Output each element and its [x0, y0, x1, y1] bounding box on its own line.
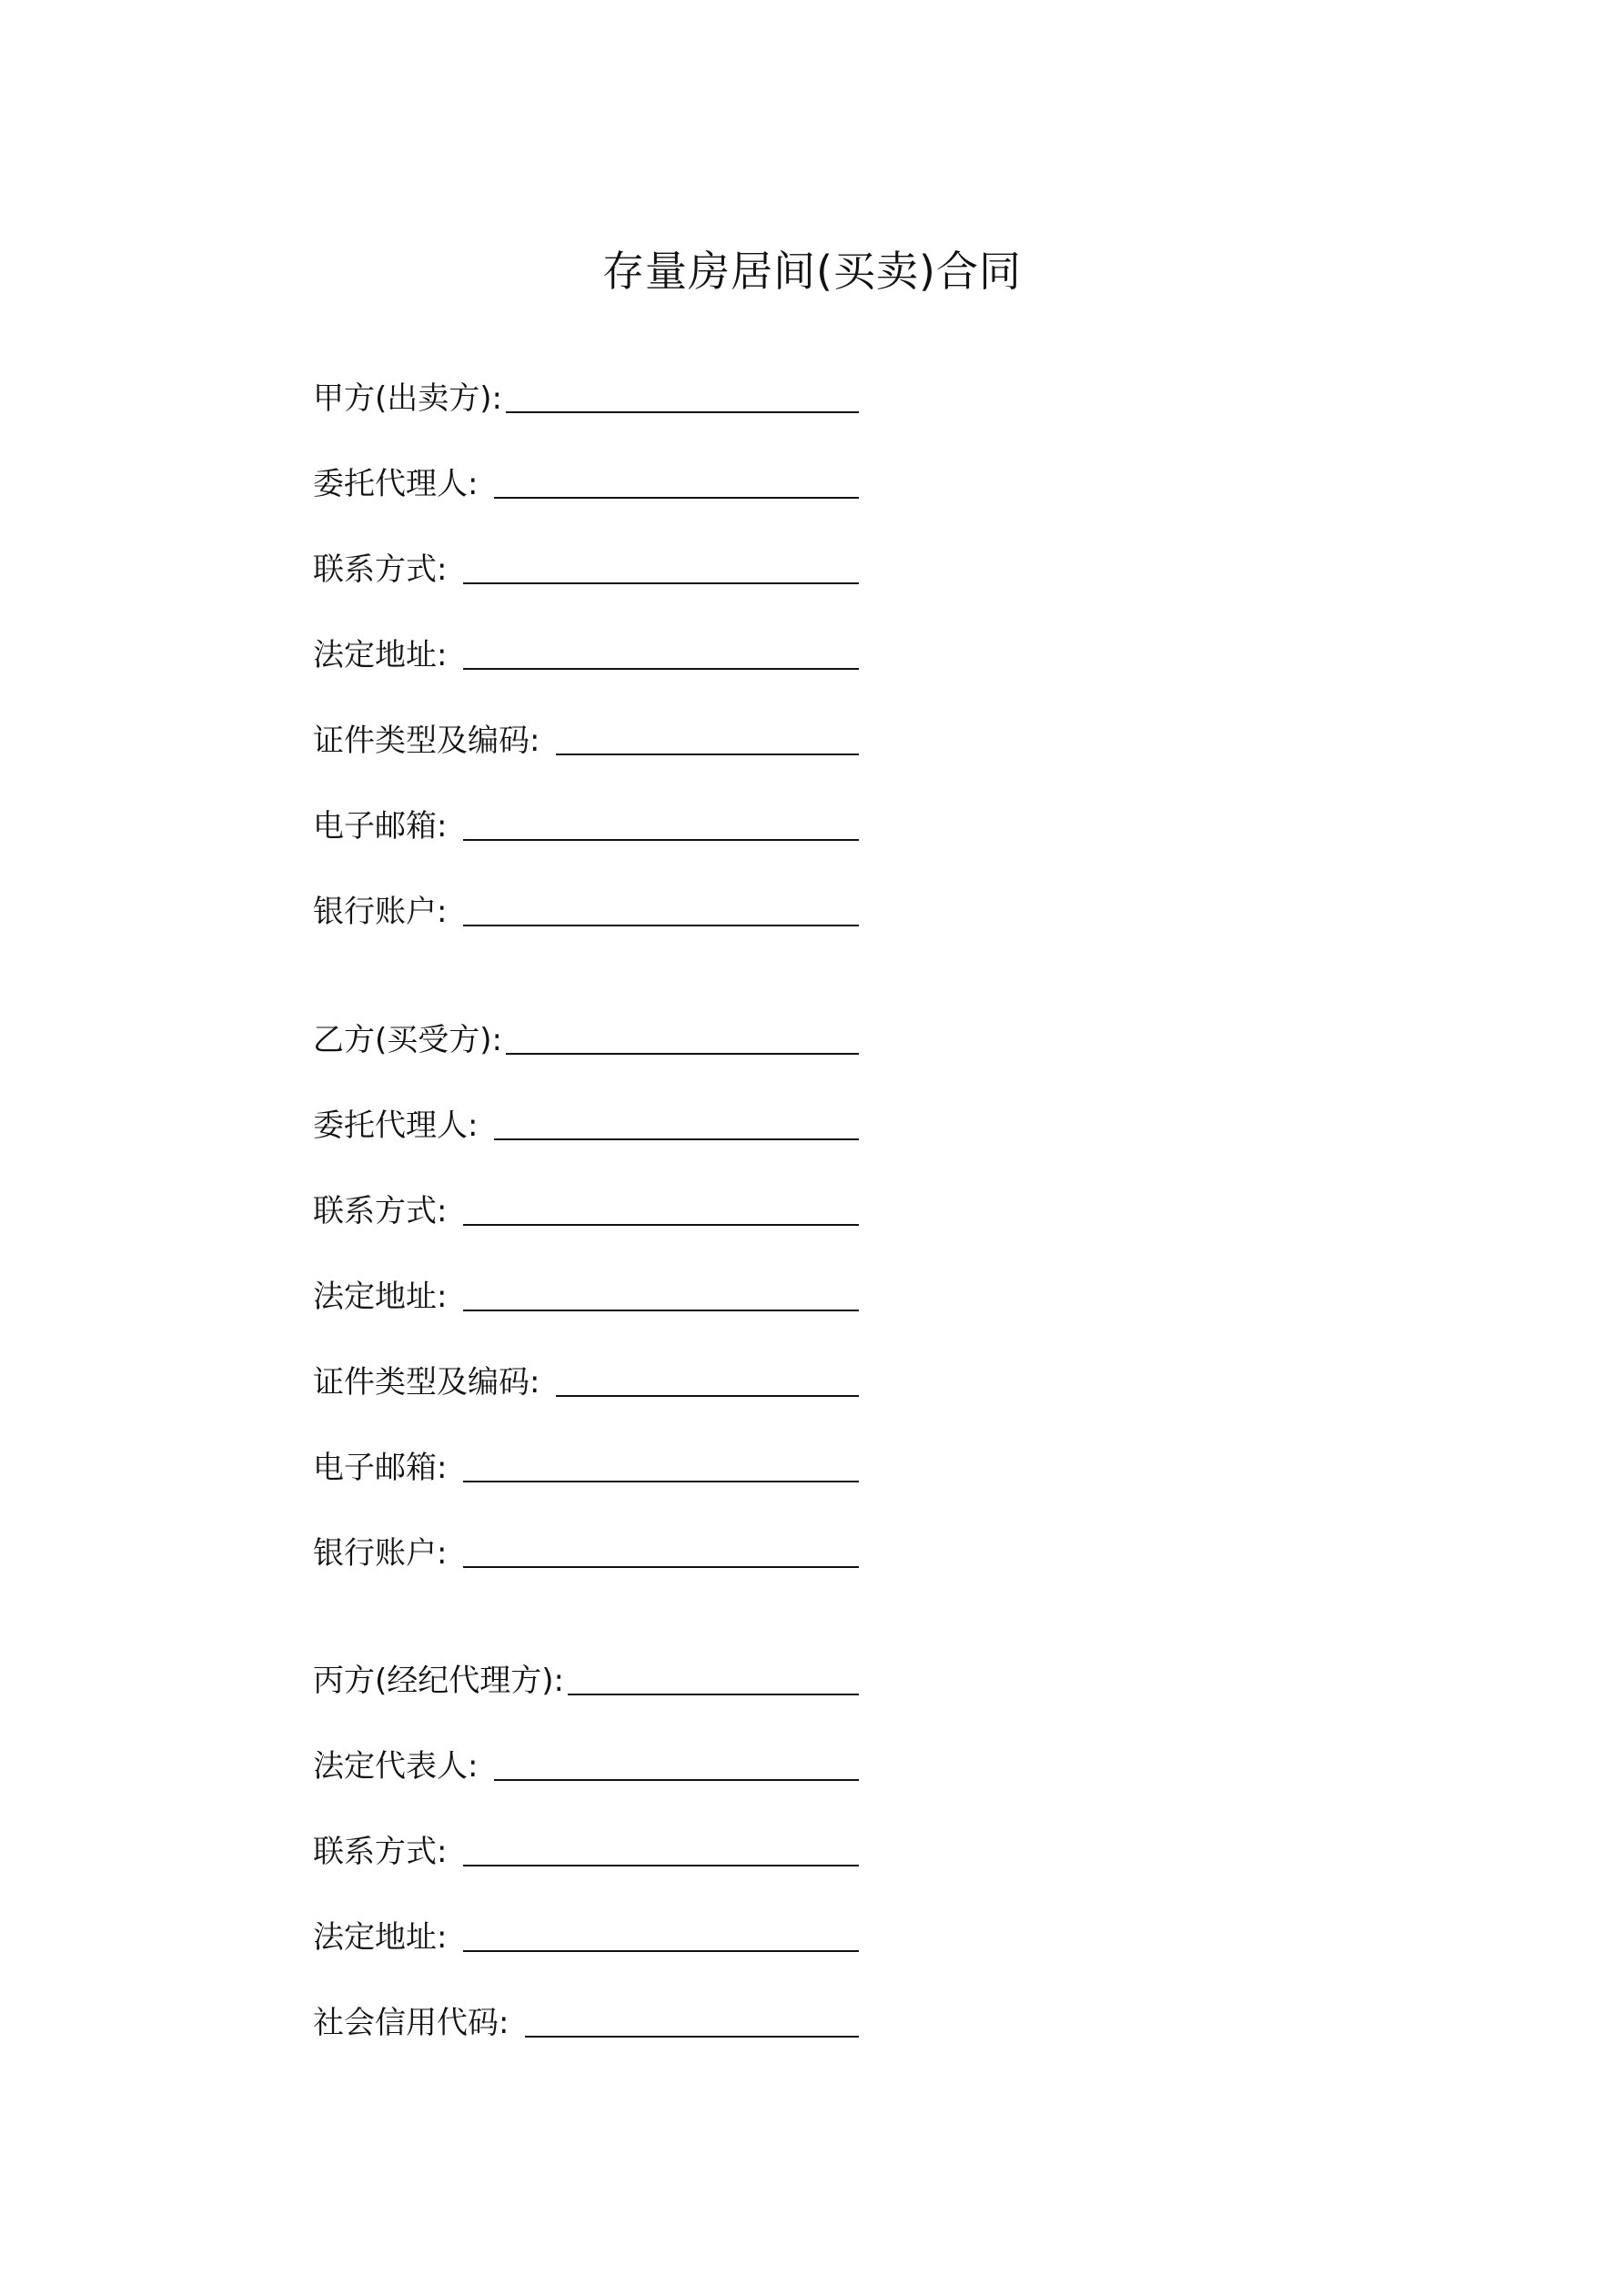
seller-address-blank[interactable]: [463, 668, 859, 670]
buyer-email-label: 电子邮箱:: [313, 1450, 448, 1486]
broker-address-label: 法定地址:: [313, 1919, 448, 1956]
seller-id-field: [313, 717, 859, 761]
buyer-party-field: [313, 1017, 859, 1060]
seller-agent-blank[interactable]: [494, 497, 859, 499]
buyer-bank-field: [313, 1530, 859, 1573]
buyer-party-label: 乙方(买受方):: [313, 1022, 502, 1058]
broker-credit-code-field: [313, 1999, 859, 2043]
buyer-contact-field: [313, 1188, 859, 1231]
broker-representative-field: [313, 1743, 859, 1786]
seller-address-field: [313, 632, 859, 675]
broker-party-blank[interactable]: [568, 1694, 859, 1695]
buyer-agent-blank[interactable]: [494, 1138, 859, 1140]
buyer-bank-blank[interactable]: [463, 1566, 859, 1568]
broker-party-label: 丙方(经纪代理方):: [313, 1663, 564, 1699]
seller-id-blank[interactable]: [556, 754, 859, 755]
seller-email-field: [313, 803, 859, 846]
broker-representative-blank[interactable]: [494, 1779, 859, 1781]
seller-contact-blank[interactable]: [463, 582, 859, 584]
seller-contact-field: [313, 546, 859, 590]
broker-address-field: [313, 1914, 859, 1957]
broker-credit-code-label: 社会信用代码:: [313, 2005, 509, 2041]
document-title: 存量房居间(买卖)合同: [602, 247, 1022, 296]
broker-representative-label: 法定代表人:: [313, 1748, 479, 1785]
seller-bank-blank[interactable]: [463, 925, 859, 926]
broker-contact-label: 联系方式:: [313, 1834, 448, 1870]
buyer-id-field: [313, 1359, 859, 1402]
broker-contact-field: [313, 1828, 859, 1872]
seller-party-field: [313, 375, 859, 419]
buyer-email-blank[interactable]: [463, 1481, 859, 1482]
seller-bank-label: 银行账户:: [313, 894, 448, 930]
seller-party-label: 甲方(出卖方):: [313, 380, 502, 417]
broker-contact-blank[interactable]: [463, 1865, 859, 1866]
seller-agent-field: [313, 460, 859, 504]
buyer-agent-label: 委托代理人:: [313, 1108, 479, 1144]
buyer-party-blank[interactable]: [506, 1053, 859, 1055]
buyer-address-field: [313, 1273, 859, 1317]
seller-id-label: 证件类型及编码:: [313, 723, 540, 759]
buyer-id-label: 证件类型及编码:: [313, 1364, 540, 1401]
seller-address-label: 法定地址:: [313, 637, 448, 673]
buyer-contact-blank[interactable]: [463, 1224, 859, 1226]
buyer-contact-label: 联系方式:: [313, 1193, 448, 1229]
buyer-agent-field: [313, 1102, 859, 1146]
broker-party-field: [313, 1657, 859, 1701]
buyer-address-label: 法定地址:: [313, 1279, 448, 1315]
buyer-email-field: [313, 1444, 859, 1488]
buyer-bank-label: 银行账户:: [313, 1535, 448, 1572]
seller-bank-field: [313, 888, 859, 932]
seller-party-blank[interactable]: [506, 411, 859, 413]
seller-contact-label: 联系方式:: [313, 551, 448, 588]
buyer-id-blank[interactable]: [556, 1395, 859, 1397]
broker-credit-code-blank[interactable]: [525, 2036, 859, 2038]
seller-agent-label: 委托代理人:: [313, 466, 479, 502]
broker-address-blank[interactable]: [463, 1950, 859, 1952]
seller-email-label: 电子邮箱:: [313, 808, 448, 845]
buyer-address-blank[interactable]: [463, 1310, 859, 1311]
seller-email-blank[interactable]: [463, 839, 859, 841]
